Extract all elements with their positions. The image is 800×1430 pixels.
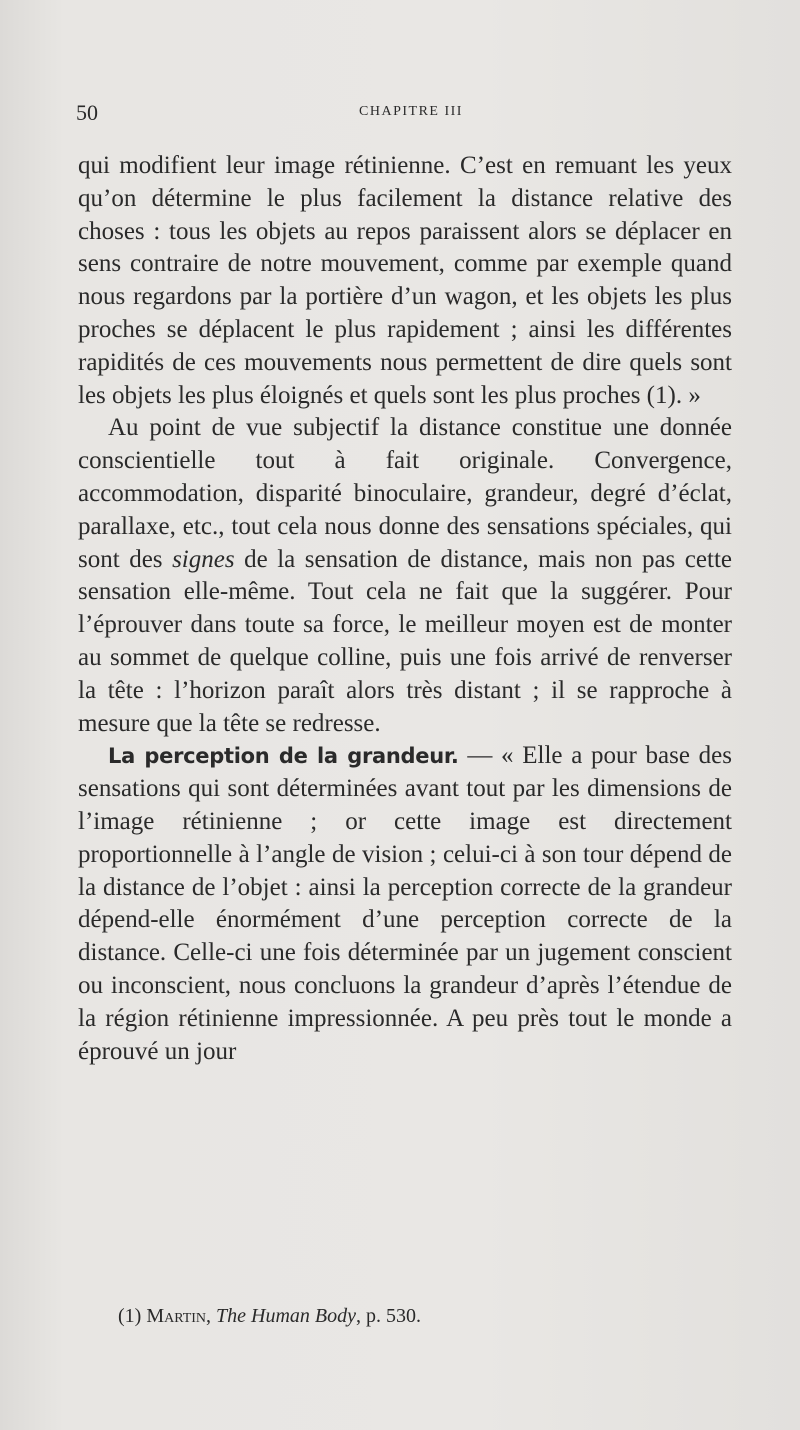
footnote-separator: , bbox=[206, 1305, 217, 1327]
paragraph-distance bbox=[78, 412, 732, 740]
page-number: 50 bbox=[76, 100, 98, 125]
footnote bbox=[118, 1305, 738, 1328]
section-lead-in: La perception de la grandeur. bbox=[108, 744, 459, 769]
footnote-author: Martin bbox=[146, 1305, 207, 1327]
footnote-title: The Human Body bbox=[216, 1305, 357, 1327]
paragraph-text: — « Elle a pour base des sensations qui sont déterminées avant tout par les dimensions de l’image rétinienne ; or cette image est directement proportionnelle à l’angle de vision ; celui-ci à son tour dépend de la distance de l’objet : ainsi la perception correcte de la grandeur dépend-elle énormément d’une perception correcte de la distance. Celle-ci une fois déterminée par un jugement conscient ou inconscient, nous concluons la grandeur d’après l’étendue de la région rétinienne impressionnée. A peu près tout le monde a éprouvé un jour bbox=[78, 742, 732, 1065]
paragraph-text: Au point de vue subjectif la distance constitue une donnée conscientielle tout à fait originale. Convergence, accommodation, disparité binoculaire, grandeur, degré d’éclat, parallaxe, etc., tout cela nous donne des sensations spéciales, qui sont des bbox=[78, 414, 732, 573]
footnote-page-ref: , p. 530. bbox=[356, 1305, 422, 1327]
page-body bbox=[78, 150, 732, 1068]
footnote-marker: (1) bbox=[118, 1305, 147, 1327]
paragraph-text: de la sensation de distance, mais non pas cette sensation elle-même. Tout cela ne fait que la suggérer. Pour l’éprouver dans toute sa force, le meilleur moyen est de monter au sommet de quelque colline, puis une fois arrivé de renverser la tête : l’horizon paraît alors très distant ; il se rapproche à mesure que la tête se redresse. bbox=[78, 545, 732, 737]
paragraph-continued: qui modifient leur image rétinienne. C’est en remuant les yeux qu’on détermine le plus facilement la distance relative des choses : tous les objets au repos paraissent alors se déplacer en sens contraire de notre mouvement, comme par exemple quand nous regardons par la portière d’un wagon, et les objets les plus proches se déplacent le plus rapidement ; ainsi les différentes rapidités de ces mouvements nous permettent de dire quels sont les objets les plus éloignés et quels sont les plus proches (1). » bbox=[78, 152, 732, 409]
italic-term: signes bbox=[172, 545, 235, 573]
paragraph-grandeur bbox=[78, 740, 732, 1068]
page-header bbox=[76, 100, 746, 130]
running-head: CHAPITRE III bbox=[359, 104, 463, 119]
